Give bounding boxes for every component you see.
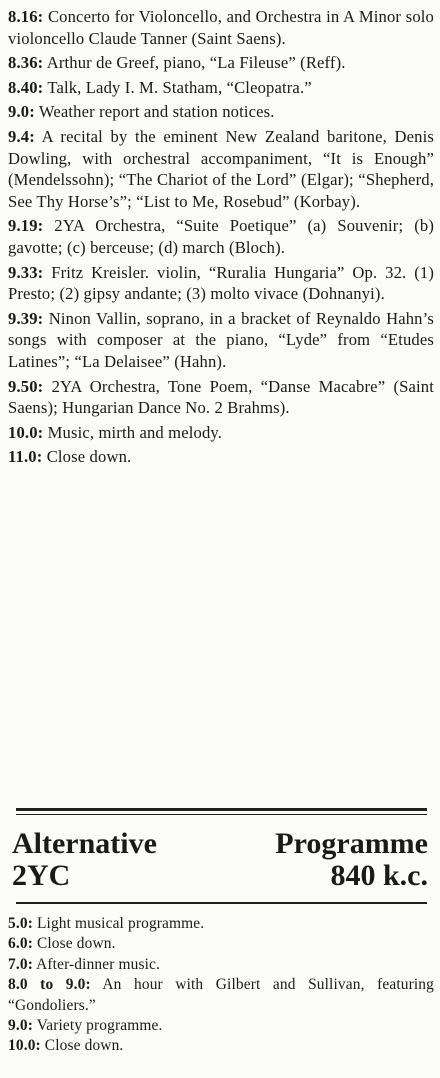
programme-entry [8, 975, 434, 1016]
programme-entry [8, 934, 434, 954]
entry-time: 9.50: [8, 376, 44, 396]
programme-entry [8, 1036, 434, 1056]
entry-text: Fritz Kreisler. violin, “Ruralia Hungaria” Op. 32. (1) Presto; (2) gipsy andante; (3) molto vivace (Dohnanyi). [8, 262, 434, 304]
programme-entry [8, 308, 434, 373]
entry-text: Close down. [40, 1037, 124, 1055]
programme-entry [8, 422, 434, 444]
entry-text: Ninon Vallin, soprano, in a bracket of Reynaldo Hahn’s songs with composer at the piano, “Lyde” from “Etudes Latines”; “La Delaisee” (Hahn). [8, 308, 434, 371]
alternative-programme-listing [8, 914, 434, 1057]
entry-text: Music, mirth and melody. [43, 422, 223, 442]
entry-text: Variety programme. [32, 1017, 163, 1035]
entry-time: 9.4: [8, 126, 35, 146]
entry-time: 7.0: [8, 955, 33, 973]
programme-entry [8, 215, 434, 258]
section-divider-rule [16, 808, 427, 811]
programme-entry [8, 446, 434, 468]
entry-text: Close down. [32, 935, 116, 953]
programme-entry [8, 101, 434, 123]
entry-time: 8.36: [8, 53, 44, 73]
entry-time: 9.0: [8, 102, 35, 122]
programme-entry [8, 262, 434, 305]
alternative-programme-heading [12, 828, 428, 896]
entry-time: 8.16: [8, 7, 44, 26]
entry-text: Talk, Lady I. M. Statham, “Cleopatra.” [43, 77, 312, 97]
entry-time: 9.39: [8, 308, 44, 328]
entry-time: 10.0: [8, 1037, 41, 1055]
entry-text: Arthur de Greef, piano, “La Fileuse” (Reff). [43, 53, 346, 73]
station-frequency: 840 k.c. [330, 859, 428, 892]
programme-entry [8, 52, 434, 74]
entry-time: 9.0: [8, 1017, 33, 1035]
heading-programme: Programme [275, 827, 428, 860]
programme-entry [8, 126, 434, 212]
entry-time: 8.0 to 9.0: [8, 976, 91, 994]
entry-time: 8.40: [8, 77, 44, 97]
section-divider-rule [16, 814, 427, 815]
entry-time: 10.0: [8, 422, 44, 442]
entry-text: 2YA Orchestra, “Suite Poetique” (a) Souvenir; (b) gavotte; (c) berceuse; (d) march (Bloch). [8, 216, 434, 257]
entry-text: An hour with Gilbert and Sullivan, featuring “Gondoliers.” [8, 976, 434, 1014]
heading-underline-rule [16, 902, 427, 904]
programme-entry [8, 955, 434, 975]
station-call-sign: 2YC [12, 859, 71, 892]
entry-time: 9.33: [8, 262, 44, 282]
heading-alternative: Alternative [12, 827, 157, 860]
entry-text: A recital by the eminent New Zealand baritone, Denis Dowling, with orchestral accompaniment, “It is Enough” (Mendelssohn); “The Chariot of the Lord” (Elgar); “Shepherd, See Thy Horse’s”; “List to Me, Rosebud” (Korbay). [8, 126, 434, 211]
entry-text: 2YA Orchestra, Tone Poem, “Danse Macabre” (Saint Saens); Hungarian Dance No. 2 Brahms). [8, 376, 434, 418]
entry-text: Concerto for Violoncello, and Orchestra in A Minor solo violoncello Claude Tanner (Saint Saens). [8, 7, 434, 48]
entry-time: 9.19: [8, 216, 44, 236]
entry-time: 5.0: [8, 915, 33, 932]
entry-text: After-dinner music. [32, 955, 161, 973]
programme-entry [8, 77, 434, 99]
entry-text: Weather report and station notices. [34, 102, 275, 122]
programme-entry [8, 376, 434, 419]
main-programme-listing [8, 6, 434, 468]
programme-entry [8, 914, 434, 934]
entry-time: 6.0: [8, 935, 33, 953]
programme-entry [8, 1016, 434, 1036]
entry-text: Close down. [42, 447, 132, 467]
entry-text: Light musical programme. [32, 915, 205, 932]
entry-time: 11.0: [8, 447, 43, 467]
programme-entry [8, 6, 434, 49]
